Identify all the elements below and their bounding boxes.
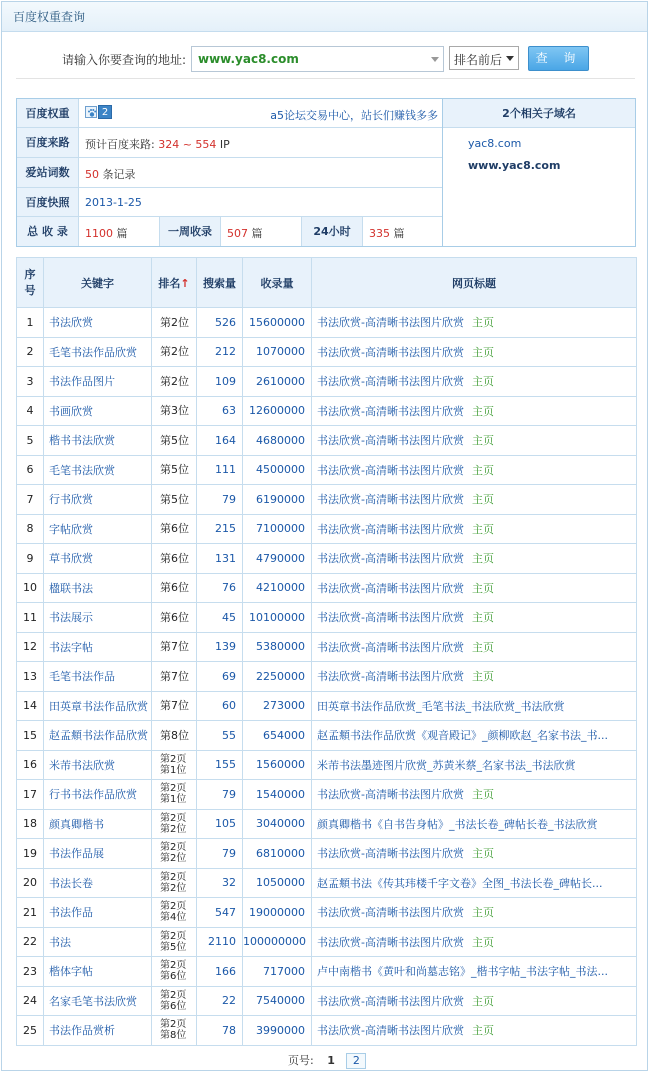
home-link[interactable]: 主页	[471, 788, 494, 802]
search-volume: 547	[197, 898, 243, 928]
table-row	[17, 396, 637, 426]
page-title-cell	[312, 426, 637, 456]
rank-cell: 第7位	[152, 691, 197, 721]
page-title-cell	[312, 868, 637, 898]
page-title-link[interactable]: 书法欣赏-高清晰书法图片欣赏	[317, 375, 464, 389]
panel-title: 百度权重查询	[2, 2, 647, 32]
rank-cell: 第6位	[152, 544, 197, 574]
keyword-link[interactable]: 楷书书法欣赏	[44, 426, 152, 456]
indexed-count: 6190000	[243, 485, 312, 515]
page-title-cell	[312, 632, 637, 662]
source-value	[85, 136, 230, 152]
page-title-cell	[312, 573, 637, 603]
weight-label: 百度权重	[17, 99, 79, 127]
keywords-unit: 条记录	[102, 168, 136, 181]
row-number: 3	[17, 367, 44, 397]
row-number: 25	[17, 1016, 44, 1046]
indexed-count: 6810000	[243, 839, 312, 869]
page-title-link[interactable]: 书法欣赏-高清晰书法图片欣赏	[317, 581, 464, 595]
row-number: 5	[17, 426, 44, 456]
table-row	[17, 662, 637, 692]
keyword-link[interactable]: 楷体字帖	[44, 957, 152, 987]
pager-label: 页号:	[288, 1054, 314, 1067]
row-number: 1	[17, 308, 44, 338]
snapshot-label: 百度快照	[17, 188, 79, 216]
rank-cell: 第2页 第2位	[152, 839, 197, 869]
sort-up-arrow-icon[interactable]: ↑	[180, 276, 190, 290]
home-link[interactable]: 主页	[471, 906, 494, 920]
page-link[interactable]: 2	[346, 1053, 366, 1069]
indexed-count: 717000	[243, 957, 312, 987]
ad-link[interactable]: a5论坛交易中心，站长们赚钱多多	[270, 109, 438, 122]
home-link[interactable]: 主页	[471, 522, 494, 536]
keyword-link[interactable]: 毛笔书法作品	[44, 662, 152, 692]
indexed-count: 4500000	[243, 455, 312, 485]
table-row	[17, 514, 637, 544]
table-row	[17, 1016, 637, 1046]
source-unit: IP	[219, 138, 230, 151]
total-number: 1100	[85, 227, 113, 240]
row-number: 12	[17, 632, 44, 662]
pager	[288, 1052, 366, 1069]
table-row	[17, 839, 637, 869]
row-number: 24	[17, 986, 44, 1016]
row-number: 17	[17, 780, 44, 810]
paw-icon	[85, 106, 97, 118]
keywords-row	[17, 158, 442, 188]
page-title-cell	[312, 986, 637, 1016]
table-row	[17, 485, 637, 515]
page-title-cell	[312, 544, 637, 574]
page-title-link[interactable]: 书法欣赏-高清晰书法图片欣赏	[317, 552, 464, 566]
source-range: 324 ~ 554	[158, 138, 217, 151]
search-volume: 32	[197, 868, 243, 898]
search-volume: 60	[197, 691, 243, 721]
day-number: 335	[369, 227, 390, 240]
search-volume: 79	[197, 485, 243, 515]
keyword-link[interactable]: 书法作品赏析	[44, 1016, 152, 1046]
header-rank-label[interactable]: 排名	[158, 276, 181, 290]
week-number: 507	[227, 227, 248, 240]
page-title-cell	[312, 514, 637, 544]
header-rank[interactable]	[152, 258, 197, 308]
keyword-link[interactable]: 毛笔书法作品欣赏	[44, 337, 152, 367]
row-number: 22	[17, 927, 44, 957]
table-row	[17, 308, 637, 338]
weight-value	[85, 105, 112, 119]
row-number: 13	[17, 662, 44, 692]
page-title-link[interactable]: 书法欣赏-高清晰书法图片欣赏	[317, 611, 464, 625]
search-label: 请输入你要查询的地址:	[62, 53, 187, 67]
table-row	[17, 986, 637, 1016]
indexed-count: 3990000	[243, 1016, 312, 1046]
indexed-count: 1540000	[243, 780, 312, 810]
rank-cell: 第5位	[152, 426, 197, 456]
table-row	[17, 573, 637, 603]
indexed-count: 1070000	[243, 337, 312, 367]
rank-cell: 第6位	[152, 573, 197, 603]
row-number: 9	[17, 544, 44, 574]
keyword-link[interactable]: 书法长卷	[44, 868, 152, 898]
indexed-count: 100000000	[243, 927, 312, 957]
keywords-value	[85, 166, 136, 182]
table-row	[17, 750, 637, 780]
day-label: 24小时	[301, 217, 363, 246]
page-current: 1	[327, 1054, 335, 1067]
keyword-link[interactable]: 书画欣赏	[44, 396, 152, 426]
total-unit: 篇	[116, 227, 128, 240]
keyword-link[interactable]: 书法展示	[44, 603, 152, 633]
page-title-link[interactable]: 书法欣赏-高清晰书法图片欣赏	[317, 935, 464, 949]
search-volume: 79	[197, 839, 243, 869]
page-title-cell	[312, 367, 637, 397]
search-volume: 155	[197, 750, 243, 780]
page-title-cell	[312, 603, 637, 633]
rank-cell: 第6位	[152, 514, 197, 544]
indexed-count: 2610000	[243, 367, 312, 397]
search-volume: 69	[197, 662, 243, 692]
keyword-link[interactable]: 颜真卿楷书	[44, 809, 152, 839]
row-number: 21	[17, 898, 44, 928]
keyword-link[interactable]: 书法欣赏	[44, 308, 152, 338]
rank-order-value[interactable]: 排名前后	[454, 53, 503, 67]
page-title-cell	[312, 455, 637, 485]
row-number: 8	[17, 514, 44, 544]
indexed-count: 5380000	[243, 632, 312, 662]
row-number: 2	[17, 337, 44, 367]
search-volume: 111	[197, 455, 243, 485]
rank-cell: 第2位	[152, 367, 197, 397]
header-title: 网页标题	[312, 258, 637, 308]
rank-cell: 第7位	[152, 632, 197, 662]
snapshot-row	[17, 188, 442, 217]
indexed-count: 7540000	[243, 986, 312, 1016]
page-title-cell	[312, 809, 637, 839]
search-volume: 212	[197, 337, 243, 367]
subdomain-link[interactable]: www.yac8.com	[468, 159, 561, 172]
table-row	[17, 603, 637, 633]
page-title-link[interactable]: 书法欣赏-高清晰书法图片欣赏	[317, 434, 464, 448]
home-link[interactable]: 主页	[471, 581, 494, 595]
week-value	[227, 225, 263, 241]
page-title-cell	[312, 957, 637, 987]
table-row	[17, 927, 637, 957]
header-no: 序号	[17, 258, 44, 308]
page-title-cell	[312, 396, 637, 426]
url-input-value[interactable]: www.yac8.com	[198, 52, 299, 66]
indexed-count: 10100000	[243, 603, 312, 633]
indexed-count: 4790000	[243, 544, 312, 574]
keyword-link[interactable]: 毛笔书法欣赏	[44, 455, 152, 485]
rank-cell: 第2页 第6位	[152, 986, 197, 1016]
source-label: 百度来路	[17, 128, 79, 157]
keyword-link[interactable]: 书法作品图片	[44, 367, 152, 397]
rank-cell: 第2页 第1位	[152, 780, 197, 810]
search-volume: 105	[197, 809, 243, 839]
home-link[interactable]: 主页	[471, 994, 494, 1008]
table-row	[17, 426, 637, 456]
header-search: 搜索量	[197, 258, 243, 308]
keyword-link[interactable]: 书法字帖	[44, 632, 152, 662]
page-title-link[interactable]: 书法欣赏-高清晰书法图片欣赏	[317, 994, 464, 1008]
row-number: 18	[17, 809, 44, 839]
search-volume: 526	[197, 308, 243, 338]
rank-cell: 第5位	[152, 455, 197, 485]
page-title-link[interactable]: 书法欣赏-高清晰书法图片欣赏	[317, 788, 464, 802]
search-volume: 215	[197, 514, 243, 544]
keyword-link[interactable]: 田英章书法作品欣赏	[44, 691, 152, 721]
search-volume: 78	[197, 1016, 243, 1046]
home-link[interactable]: 主页	[471, 375, 494, 389]
page-title-link[interactable]: 书法欣赏-高清晰书法图片欣赏	[317, 522, 464, 536]
search-volume: 55	[197, 721, 243, 751]
page-title-cell	[312, 485, 637, 515]
search-volume: 164	[197, 426, 243, 456]
rank-cell: 第2页 第1位	[152, 750, 197, 780]
row-number: 4	[17, 396, 44, 426]
home-link[interactable]: 主页	[471, 345, 494, 359]
table-row	[17, 337, 637, 367]
snapshot-date[interactable]: 2013-1-25	[85, 196, 142, 209]
keyword-link[interactable]: 书法作品	[44, 898, 152, 928]
indexed-count: 19000000	[243, 898, 312, 928]
weight-row	[17, 99, 442, 128]
keyword-link[interactable]: 楹联书法	[44, 573, 152, 603]
query-button[interactable]: 查 询	[528, 46, 589, 71]
table-header-row	[17, 258, 637, 308]
search-volume: 139	[197, 632, 243, 662]
table-row	[17, 780, 637, 810]
indexed-count: 2250000	[243, 662, 312, 692]
rank-cell: 第2页 第5位	[152, 927, 197, 957]
totals-row	[17, 217, 442, 246]
table-row	[17, 455, 637, 485]
row-number: 15	[17, 721, 44, 751]
rank-cell: 第2页 第2位	[152, 868, 197, 898]
table-row	[17, 632, 637, 662]
home-link[interactable]: 主页	[471, 935, 494, 949]
indexed-count: 12600000	[243, 396, 312, 426]
page-title-link[interactable]: 书法欣赏-高清晰书法图片欣赏	[317, 463, 464, 477]
total-value	[85, 225, 128, 241]
indexed-count: 4680000	[243, 426, 312, 456]
home-link[interactable]: 主页	[471, 670, 494, 684]
page-title-link[interactable]: 书法欣赏-高清晰书法图片欣赏	[317, 345, 464, 359]
rank-cell: 第2位	[152, 337, 197, 367]
page-title-cell	[312, 927, 637, 957]
home-link[interactable]: 主页	[471, 640, 494, 654]
header-keyword: 关键字	[44, 258, 152, 308]
rank-order-select[interactable]	[449, 46, 519, 70]
keyword-link[interactable]: 行书书法作品欣赏	[44, 780, 152, 810]
keyword-link[interactable]: 行书欣赏	[44, 485, 152, 515]
weight-number: 2	[98, 105, 112, 119]
home-link[interactable]: 主页	[471, 552, 494, 566]
source-row	[17, 128, 442, 158]
page-title-cell	[312, 780, 637, 810]
page-title-link[interactable]: 书法欣赏-高清晰书法图片欣赏	[317, 640, 464, 654]
page-title-link[interactable]: 田英章书法作品欣赏_毛笔书法_书法欣赏_书法欣赏	[317, 699, 565, 713]
page-title-cell	[312, 337, 637, 367]
search-volume: 131	[197, 544, 243, 574]
source-prefix: 预计百度来路:	[85, 138, 155, 151]
row-number: 16	[17, 750, 44, 780]
home-link[interactable]: 主页	[471, 493, 494, 507]
table-row	[17, 691, 637, 721]
rank-cell: 第2页 第2位	[152, 809, 197, 839]
keyword-link[interactable]: 书法	[44, 927, 152, 957]
home-link[interactable]: 主页	[471, 404, 494, 418]
search-volume: 166	[197, 957, 243, 987]
rank-cell: 第2页 第6位	[152, 957, 197, 987]
page-title-link[interactable]: 赵孟頫书法作品欣赏《观音殿记》_颜柳欧赵_名家书法_书...	[317, 729, 608, 743]
row-number: 20	[17, 868, 44, 898]
keyword-link[interactable]: 名家毛笔书法欣赏	[44, 986, 152, 1016]
subdomain-link[interactable]: yac8.com	[468, 137, 522, 150]
page-title-cell	[312, 1016, 637, 1046]
search-volume: 109	[197, 367, 243, 397]
rank-cell: 第2页 第8位	[152, 1016, 197, 1046]
page-title-link[interactable]: 书法欣赏-高清晰书法图片欣赏	[317, 906, 464, 920]
page-title-cell	[312, 898, 637, 928]
home-link[interactable]: 主页	[471, 847, 494, 861]
keyword-table	[16, 257, 637, 1046]
table-row	[17, 544, 637, 574]
week-unit: 篇	[251, 227, 263, 240]
rank-cell: 第2位	[152, 308, 197, 338]
home-link[interactable]: 主页	[471, 463, 494, 477]
indexed-count: 654000	[243, 721, 312, 751]
page-title-cell	[312, 308, 637, 338]
search-volume: 22	[197, 986, 243, 1016]
search-volume: 76	[197, 573, 243, 603]
search-volume: 79	[197, 780, 243, 810]
page-title-cell	[312, 750, 637, 780]
subdomains-title: 2个相关子域名	[443, 99, 635, 128]
row-number: 11	[17, 603, 44, 633]
rank-cell: 第8位	[152, 721, 197, 751]
page-title-link[interactable]: 赵孟頫书法《传其玮楼千字文卷》全图_书法长卷_碑帖长...	[317, 876, 603, 890]
table-row	[17, 809, 637, 839]
indexed-count: 1560000	[243, 750, 312, 780]
baidu-weight-panel	[1, 1, 648, 1071]
week-label: 一周收录	[159, 217, 221, 246]
search-volume: 63	[197, 396, 243, 426]
dropdown-arrow-icon[interactable]	[431, 57, 439, 62]
rank-cell: 第2页 第4位	[152, 898, 197, 928]
search-volume: 45	[197, 603, 243, 633]
search-volume: 2110	[197, 927, 243, 957]
page-title-cell	[312, 691, 637, 721]
table-row	[17, 957, 637, 987]
header-indexed: 收录量	[243, 258, 312, 308]
day-value	[369, 225, 405, 241]
keyword-link[interactable]: 字帖欣赏	[44, 514, 152, 544]
keyword-link[interactable]: 米芾书法欣赏	[44, 750, 152, 780]
indexed-count: 7100000	[243, 514, 312, 544]
keyword-link[interactable]: 书法作品展	[44, 839, 152, 869]
indexed-count: 3040000	[243, 809, 312, 839]
row-number: 6	[17, 455, 44, 485]
keywords-label: 爱站词数	[17, 158, 79, 187]
row-number: 23	[17, 957, 44, 987]
keyword-link[interactable]: 赵孟頫书法作品欣赏	[44, 721, 152, 751]
table-row	[17, 721, 637, 751]
page-title-cell	[312, 839, 637, 869]
page-title-link[interactable]: 书法欣赏-高清晰书法图片欣赏	[317, 404, 464, 418]
rank-cell: 第6位	[152, 603, 197, 633]
keywords-count: 50	[85, 168, 99, 181]
indexed-count: 273000	[243, 691, 312, 721]
indexed-count: 15600000	[243, 308, 312, 338]
row-number: 14	[17, 691, 44, 721]
page-title-link[interactable]: 书法欣赏-高清晰书法图片欣赏	[317, 316, 464, 330]
rank-cell: 第3位	[152, 396, 197, 426]
url-input[interactable]	[191, 46, 444, 72]
indexed-count: 4210000	[243, 573, 312, 603]
indexed-count: 1050000	[243, 868, 312, 898]
page-title-cell	[312, 721, 637, 751]
keyword-link[interactable]: 草书欣赏	[44, 544, 152, 574]
row-number: 19	[17, 839, 44, 869]
page-title-link[interactable]: 书法欣赏-高清晰书法图片欣赏	[317, 670, 464, 684]
home-link[interactable]: 主页	[471, 316, 494, 330]
home-link[interactable]: 主页	[471, 434, 494, 448]
divider	[16, 78, 635, 79]
page-title-link[interactable]: 书法欣赏-高清晰书法图片欣赏	[317, 1024, 464, 1038]
site-info-table	[16, 98, 636, 247]
page-title-link[interactable]: 米芾书法墨迹图片欣赏_苏黄米蔡_名家书法_书法欣赏	[317, 758, 576, 772]
rank-cell: 第5位	[152, 485, 197, 515]
row-number: 7	[17, 485, 44, 515]
rank-cell: 第7位	[152, 662, 197, 692]
table-row	[17, 367, 637, 397]
page-title-link[interactable]: 书法欣赏-高清晰书法图片欣赏	[317, 493, 464, 507]
total-label: 总 收 录	[17, 217, 79, 246]
subdomains-panel	[442, 99, 635, 246]
row-number: 10	[17, 573, 44, 603]
page-title-link[interactable]: 书法欣赏-高清晰书法图片欣赏	[317, 847, 464, 861]
table-row	[17, 868, 637, 898]
table-row	[17, 898, 637, 928]
day-unit: 篇	[393, 227, 405, 240]
home-link[interactable]: 主页	[471, 1024, 494, 1038]
page-title-link[interactable]: 颜真卿楷书《自书告身帖》_书法长卷_碑帖长卷_书法欣赏	[317, 817, 598, 831]
page-title-cell	[312, 662, 637, 692]
home-link[interactable]: 主页	[471, 611, 494, 625]
search-row	[2, 44, 647, 74]
chevron-down-icon[interactable]	[506, 56, 514, 61]
page-title-link[interactable]: 卢中南楷书《黄叶和尚墓志铭》_楷书字帖_书法字帖_书法...	[317, 965, 608, 979]
